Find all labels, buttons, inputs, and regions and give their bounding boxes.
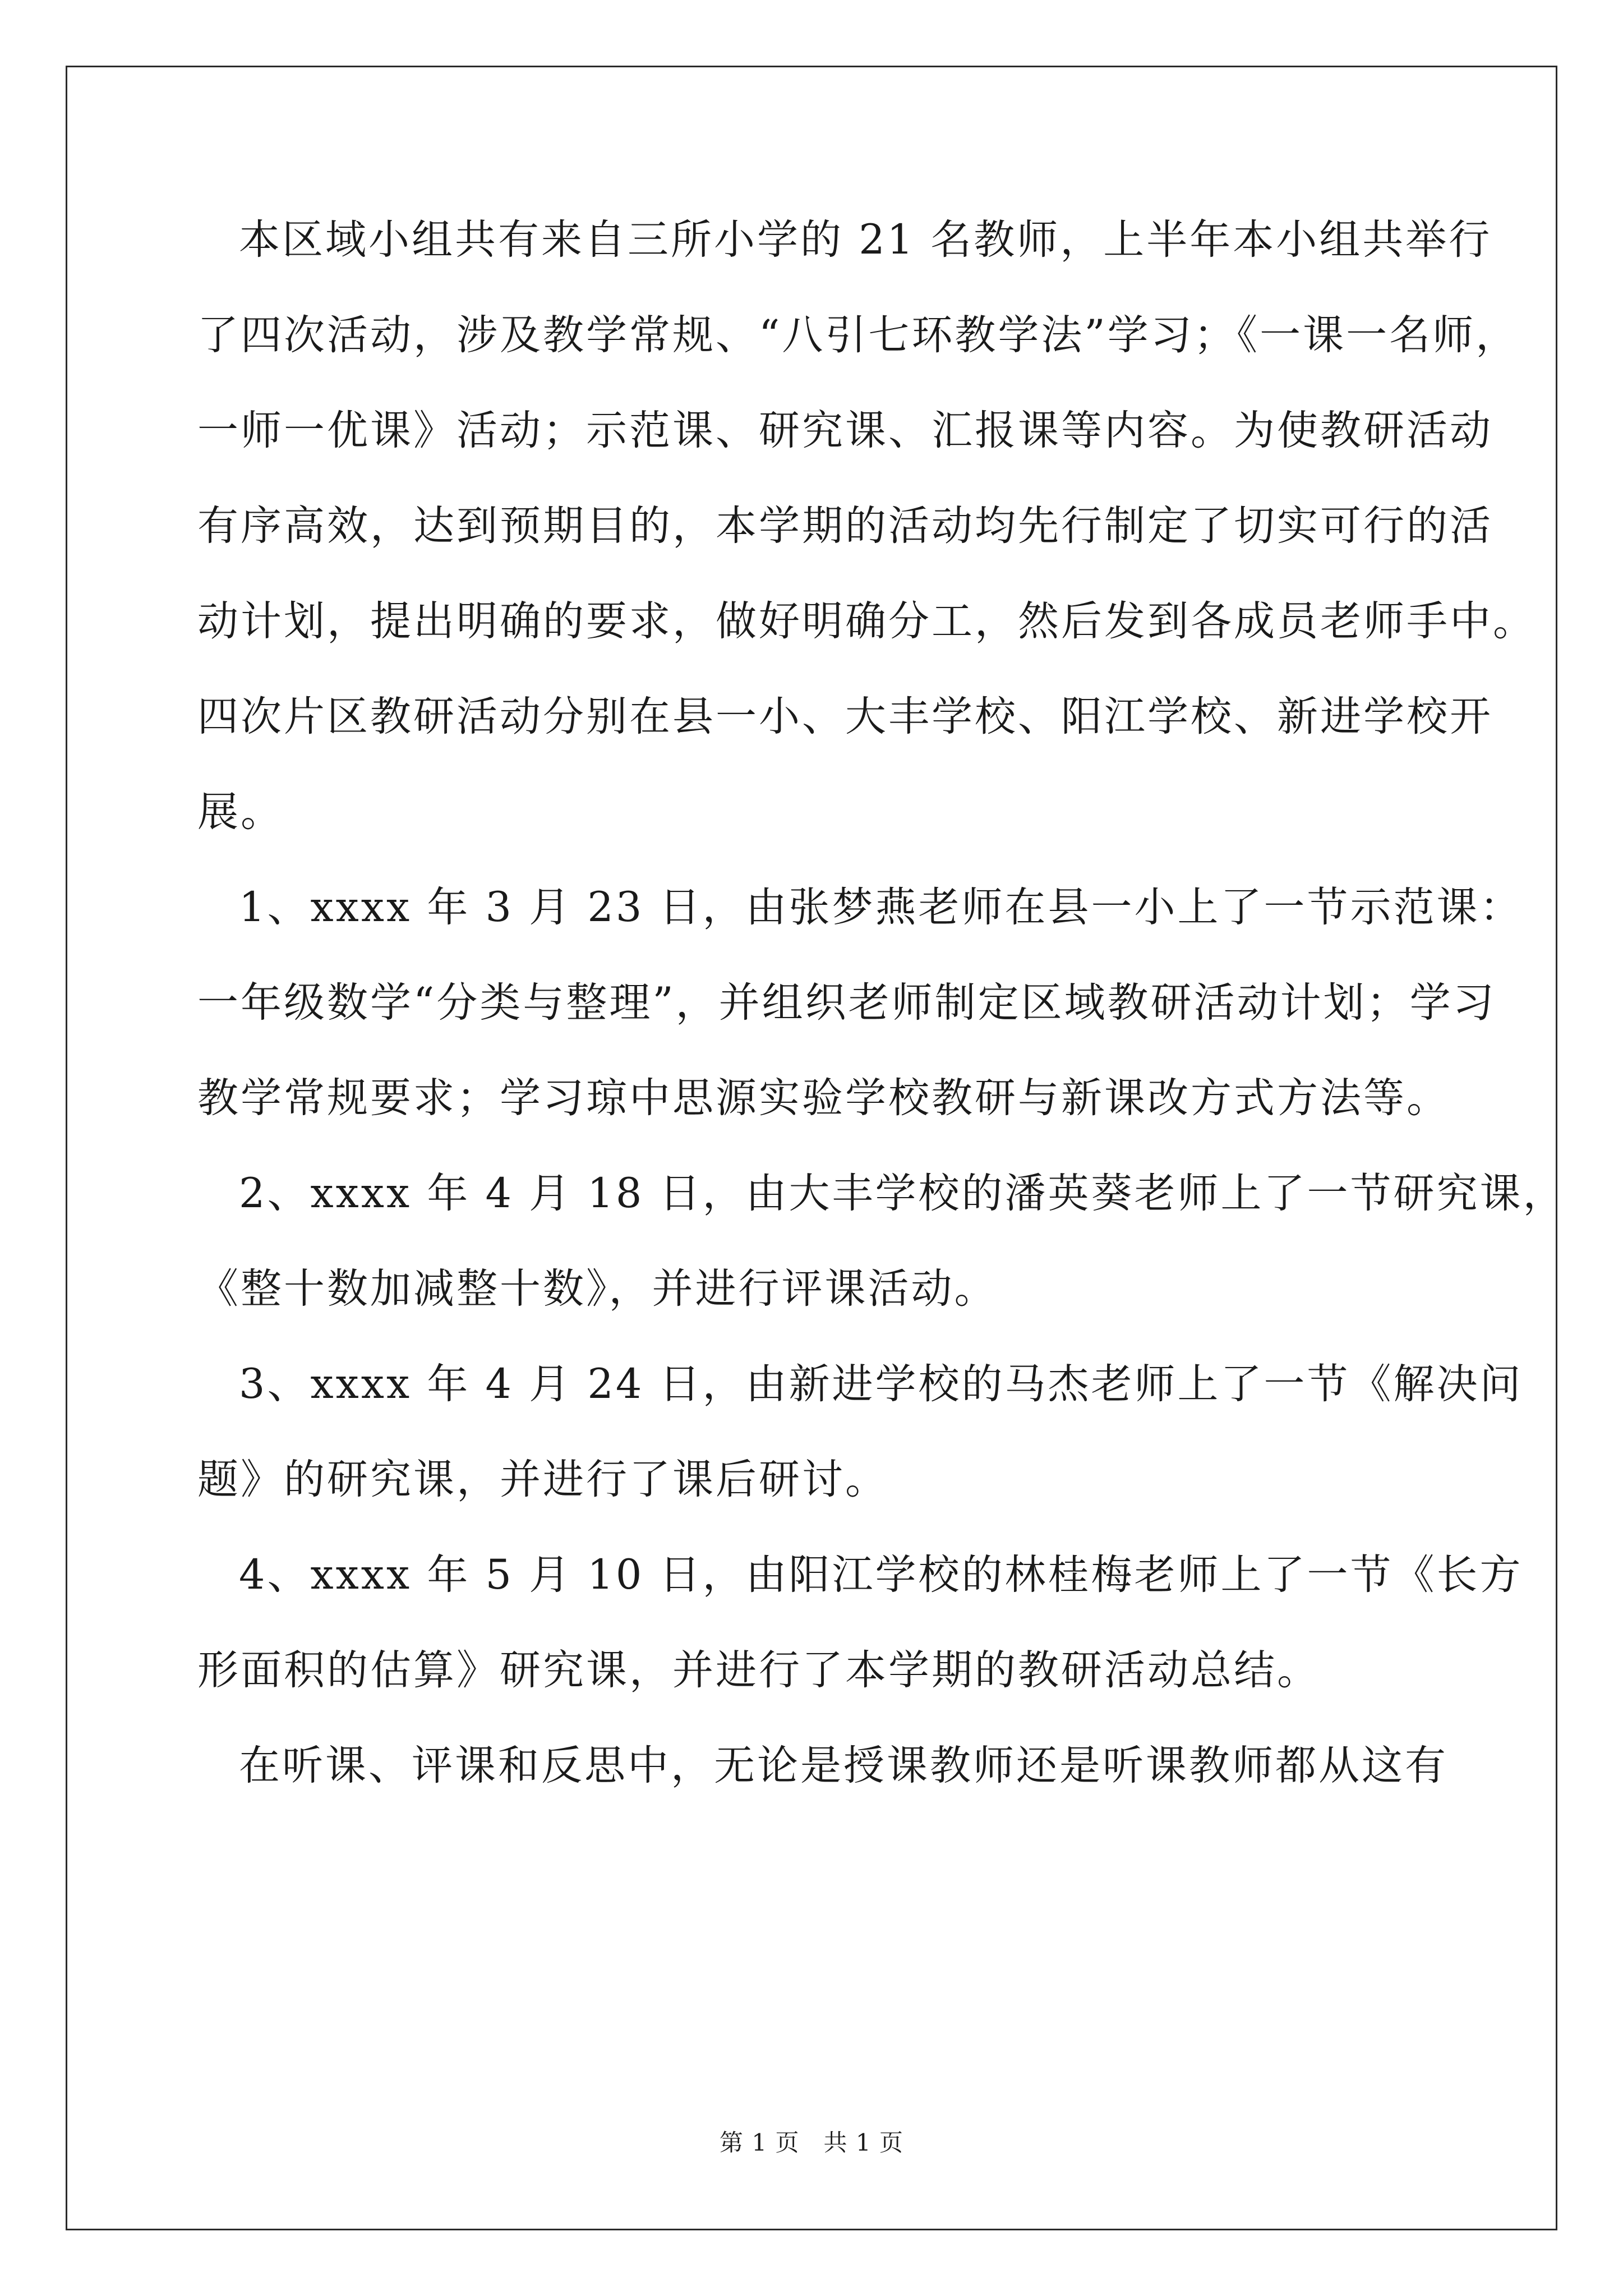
paragraph-1-line-6: 四次片区教研活动分别在县一小、大丰学校、阳江学校、新进学校开 [197, 693, 1493, 740]
paragraph-2-line-1: 1、xxxx 年 3 月 23 日，由张梦燕老师在县一小上了一节示范课： [239, 884, 1523, 931]
paragraph-1-line-4: 有序高效，达到预期目的，本学期的活动均先行制定了切实可行的活 [197, 502, 1493, 550]
page-border [66, 66, 1557, 2230]
paragraph-4-line-1: 3、xxxx 年 4 月 24 日，由新进学校的马杰老师上了一节《解决问 [239, 1360, 1523, 1408]
paragraph-1-line-3: 一师一优课》活动；示范课、研究课、汇报课等内容。为使教研活动 [197, 407, 1493, 454]
paragraph-5-line-2: 形面积的估算》研究课，并进行了本学期的教研活动总结。 [197, 1646, 1320, 1694]
paragraph-5-line-1: 4、xxxx 年 5 月 10 日，由阳江学校的林桂梅老师上了一节《长方 [239, 1551, 1523, 1599]
paragraph-1-line-2: 了四次活动，涉及教学常规、“八引七环教学法”学习；《一课一名师， [197, 311, 1519, 359]
paragraph-3-line-2: 《整十数加减整十数》，并进行评课活动。 [197, 1265, 998, 1313]
paragraph-1-line-5: 动计划，提出明确的要求，做好明确分工，然后发到各成员老师手中。 [197, 597, 1536, 645]
paragraph-3-line-1: 2、xxxx 年 4 月 18 日，由大丰学校的潘英葵老师上了一节研究课， [239, 1170, 1566, 1217]
paragraph-2-line-3: 教学常规要求；学习琼中思源实验学校教研与新课改方式方法等。 [197, 1074, 1450, 1122]
paragraph-2-line-2: 一年级数学“分类与整理”，并组织老师制定区域教研活动计划；学习 [197, 979, 1496, 1027]
paragraph-1-line-7: 展。 [197, 788, 284, 836]
paragraph-6-line-1: 在听课、评课和反思中，无论是授课教师还是听课教师都从这有 [239, 1742, 1448, 1789]
page-number-footer: 第 1 页 共 1 页 [720, 2129, 903, 2156]
paragraph-4-line-2: 题》的研究课，并进行了课后研讨。 [197, 1456, 888, 1503]
paragraph-1-line-1: 本区域小组共有来自三所小学的 21 名教师，上半年本小组共举行 [239, 216, 1492, 264]
